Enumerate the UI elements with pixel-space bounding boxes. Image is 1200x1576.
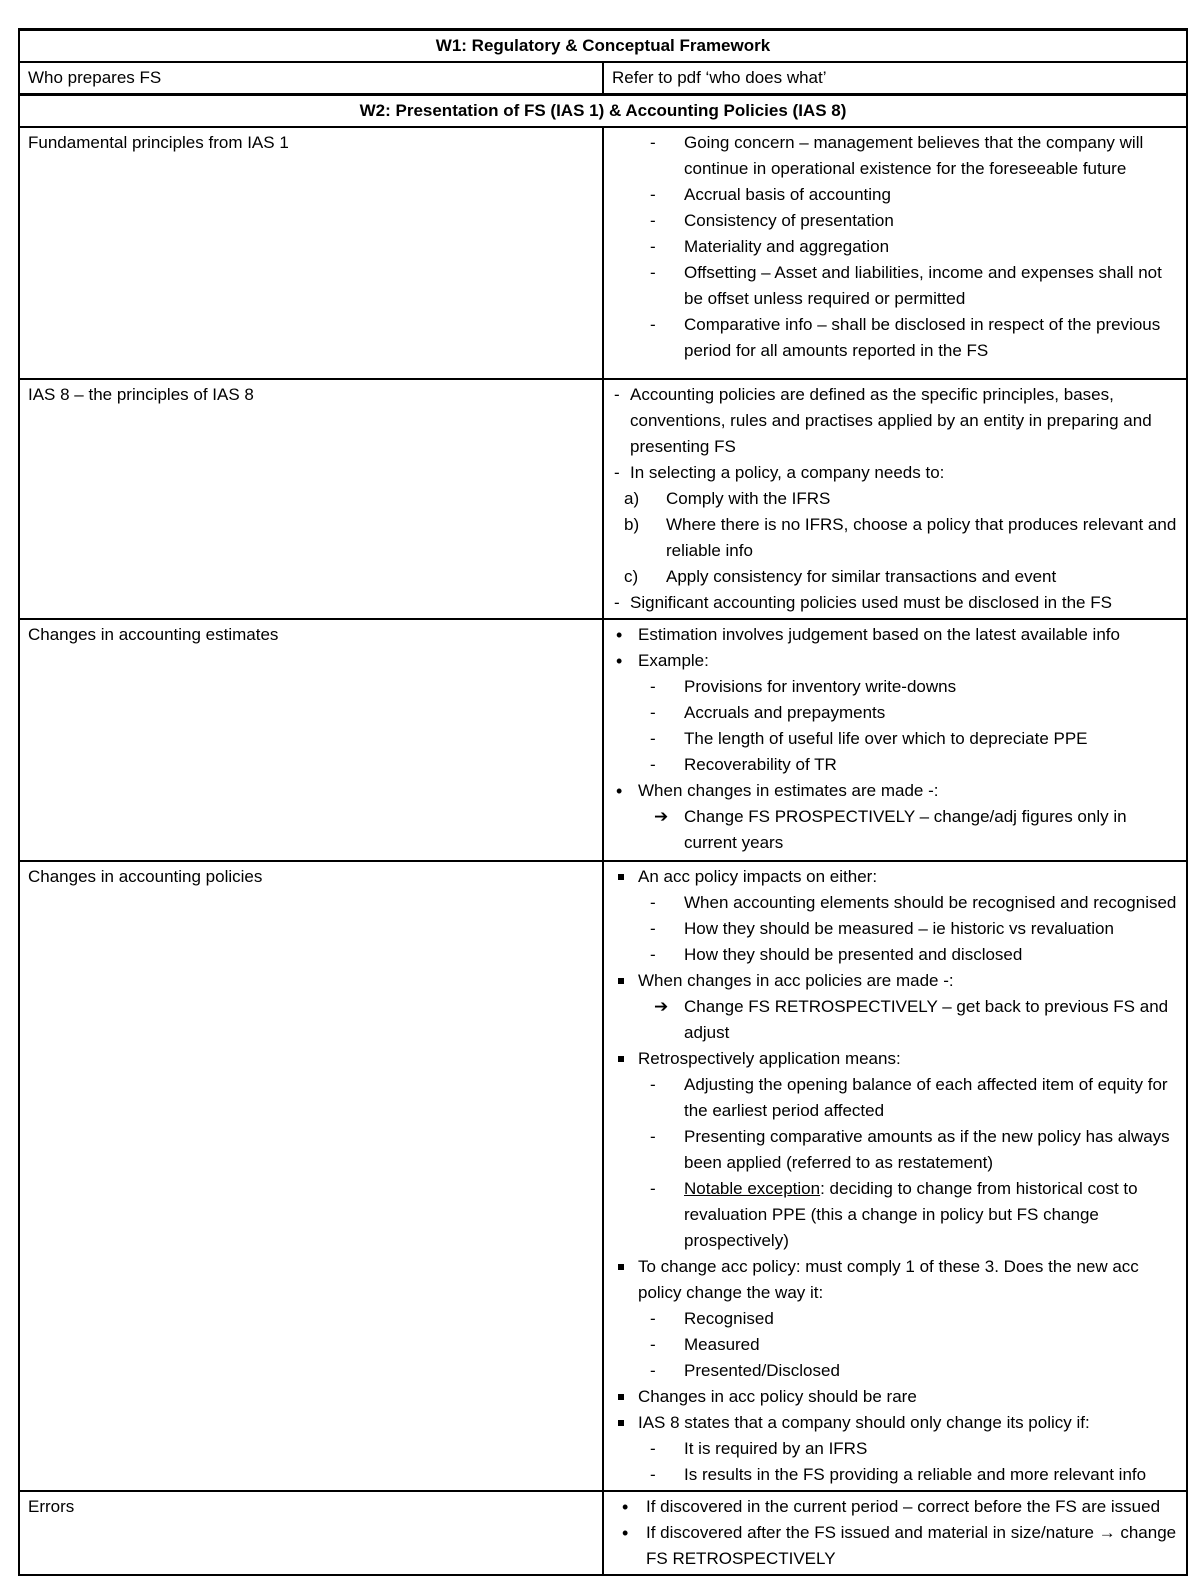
notes-table [18,28,1188,1576]
who-prepares-content: Refer to pdf ‘who does what’ [603,62,1187,95]
exception-label: Notable exception [684,1179,821,1198]
list-item: - When accounting elements should be recognised and recognised [612,890,1178,916]
w1-title: W1: Regulatory & Conceptual Framework [19,30,1187,63]
list-item: - How they should be measured – ie historic vs revaluation [612,916,1178,942]
list-item [612,486,1178,512]
table-row [19,62,1187,95]
w2-title: W2: Presentation of FS (IAS 1) & Accounting Policies (IAS 8) [19,95,1187,128]
list-item-text: Comply with the IFRS [666,489,831,508]
exception-text: : deciding to change from historical cost to revaluation PPE (this a change in policy but FS change prospectively) [684,1179,1138,1250]
list-item: - Accrual basis of accounting [612,182,1178,208]
list-item: When changes in acc policies are made -: [612,968,1178,994]
list-item: • Estimation involves judgement based on the latest available info [612,622,1178,648]
table-row [19,1491,1187,1575]
table-row [19,127,1187,379]
table-row [19,379,1187,619]
ias8-label: IAS 8 – the principles of IAS 8 [19,379,603,619]
list-item [612,994,1178,1046]
notes-sheet [18,28,1188,1576]
list-item: - Is results in the FS providing a reliable and more relevant info [612,1462,1178,1488]
list-item: - The length of useful life over which to depreciate PPE [612,726,1178,752]
list-item: • When changes in estimates are made -: [612,778,1178,804]
list-item: - Offsetting – Asset and liabilities, income and expenses shall not be offset unless required or permitted [612,260,1178,312]
list-item: - Comparative info – shall be disclosed in respect of the previous period for all amounts reported in the FS [612,312,1178,364]
list-item [612,804,1178,856]
list-item: To change acc policy: must comply 1 of these 3. Does the new acc policy change the way it: [612,1254,1178,1306]
list-item: - Accounting policies are defined as the specific principles, bases, conventions, rules and practises applied by an entity in preparing and presenting FS [612,382,1178,460]
list-item: - In selecting a policy, a company needs to: [612,460,1178,486]
estimates-label: Changes in accounting estimates [19,619,603,861]
list-item: - Materiality and aggregation [612,234,1178,260]
table-row [19,861,1187,1491]
list-item-text: Where there is no IFRS, choose a policy that produces relevant and reliable info [666,515,1177,560]
list-item [612,512,1178,564]
errors-list [612,1494,1178,1572]
list-marker: a) [624,489,640,508]
list-item: - Provisions for inventory write-downs [612,674,1178,700]
list-item: Changes in acc policy should be rare [612,1384,1178,1410]
arrow-right-icon: ➔ [654,807,669,826]
list-item: - How they should be presented and disclosed [612,942,1178,968]
list-item: - Presenting comparative amounts as if the new policy has always been applied (referred to as restatement) [612,1124,1178,1176]
list-item: - Recognised [612,1306,1178,1332]
list-item-text: Change FS RETROSPECTIVELY – get back to previous FS and adjust [684,997,1169,1042]
arrow-right-icon: ➔ [654,997,669,1016]
list-item: - Presented/Disclosed [612,1358,1178,1384]
list-item-text: Change FS PROSPECTIVELY – change/adj figures only in current years [684,807,1127,852]
list-item: - Recoverability of TR [612,752,1178,778]
table-row [19,619,1187,861]
list-item: • Example: [612,648,1178,674]
w1-header-row [19,30,1187,63]
fundamental-list [612,130,1178,364]
ias8-list [612,382,1178,616]
list-item: - Adjusting the opening balance of each affected item of equity for the earliest period affected [612,1072,1178,1124]
list-marker: b) [624,515,640,534]
list-item: • If discovered after the FS issued and material in size/nature → change FS RETROSPECTIVELY [612,1520,1178,1572]
list-item: - It is required by an IFRS [612,1436,1178,1462]
list-item: An acc policy impacts on either: [612,864,1178,890]
ias8-content [603,379,1187,619]
errors-content [603,1491,1187,1575]
policies-list [612,864,1178,1488]
list-item: - Significant accounting policies used must be disclosed in the FS [612,590,1178,616]
list-item: - Measured [612,1332,1178,1358]
policies-label: Changes in accounting policies [19,861,603,1491]
fundamental-content [603,127,1187,379]
list-item [612,1176,1178,1254]
list-item: Retrospectively application means: [612,1046,1178,1072]
who-prepares-label: Who prepares FS [19,62,603,95]
estimates-content [603,619,1187,861]
policies-content [603,861,1187,1491]
fundamental-label: Fundamental principles from IAS 1 [19,127,603,379]
estimates-list [612,622,1178,856]
list-item: - Going concern – management believes that the company will continue in operational existence for the foreseeable future [612,130,1178,182]
list-item: • If discovered in the current period – correct before the FS are issued [612,1494,1178,1520]
w2-header-row [19,95,1187,128]
list-item [612,564,1178,590]
errors-label: Errors [19,1491,603,1575]
list-item: - Consistency of presentation [612,208,1178,234]
list-item: IAS 8 states that a company should only change its policy if: [612,1410,1178,1436]
list-item-text: Apply consistency for similar transactions and event [666,567,1057,586]
list-item: - Accruals and prepayments [612,700,1178,726]
list-marker: c) [624,567,639,586]
